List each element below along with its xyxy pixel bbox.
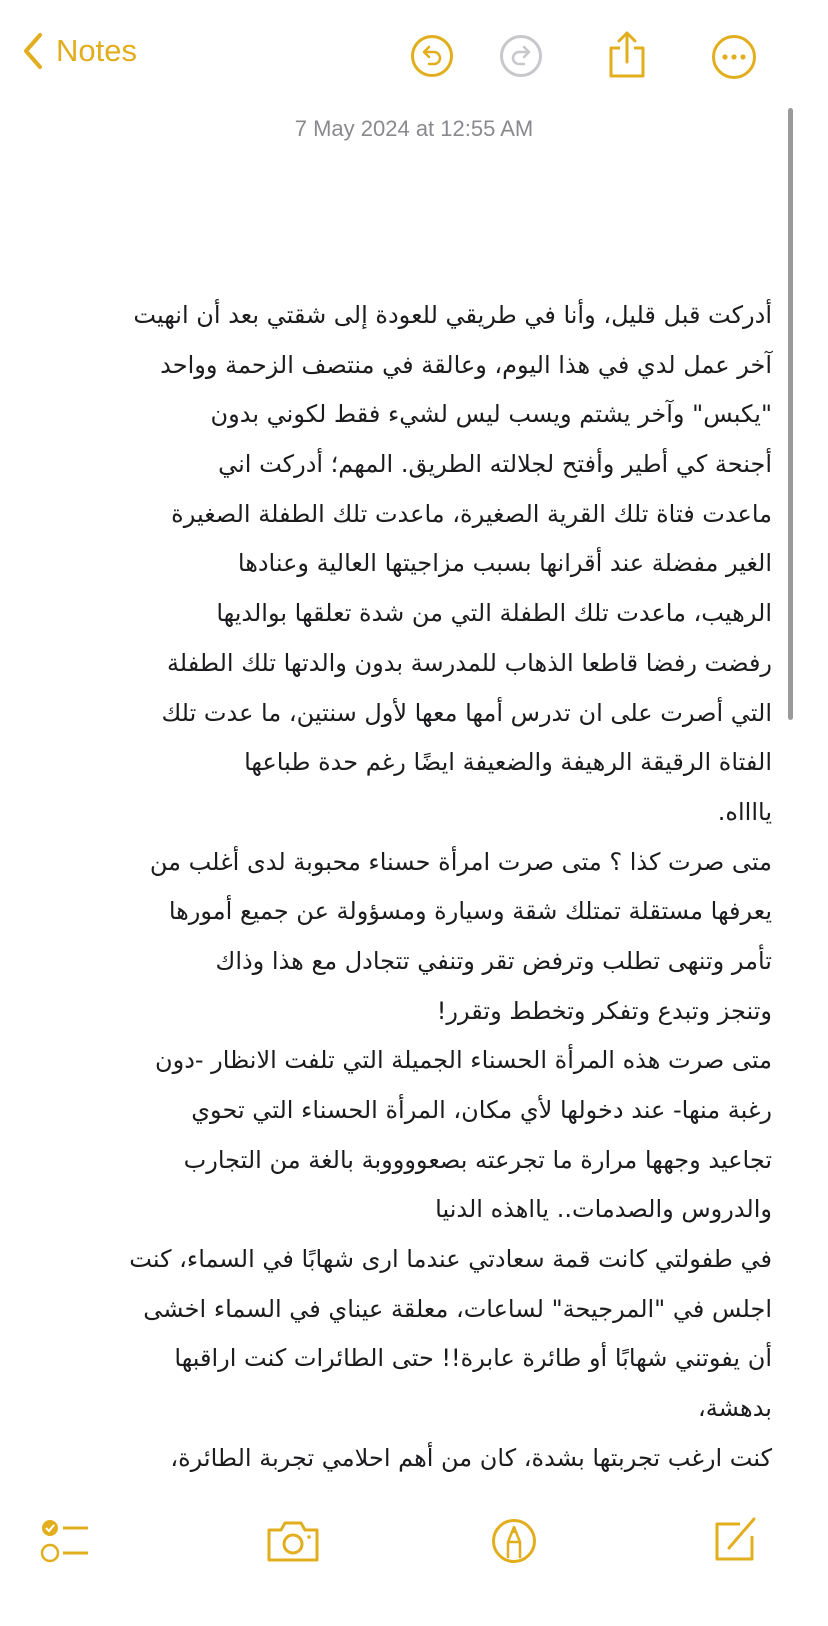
navigation-bar (0, 0, 828, 110)
note-line: الرهيب، ماعدت تلك الطفلة التي من شدة تعلقها بوالديها (216, 599, 772, 628)
note-line: متى صرت هذه المرأة الحسناء الجميلة التي تلفت الانظار -دون (154, 1046, 772, 1075)
note-line: اجلس في "المرجيحة" لساعات، معلقة عيناي في السماء اخشى (143, 1294, 772, 1323)
redo-icon[interactable] (499, 34, 543, 78)
note-line: ماعدت فتاة تلك القرية الصغيرة، ماعدت تلك الطفلة الصغيرة (171, 499, 772, 528)
share-icon[interactable] (606, 30, 648, 80)
note-line: رغبة منها- عند دخولها لأي مكان، المرأة الحسناء التي تحوي (191, 1096, 772, 1124)
note-body[interactable] (40, 291, 772, 1484)
note-line: رفضت رفضا قاطعا الذهاب للمدرسة بدون والدتها تلك الطفلة (166, 648, 772, 677)
chevron-left-icon (22, 32, 44, 70)
note-line: أن يفوتني شهابًا أو طائرة عابرة!! حتى الطائرات كنت اراقبها (174, 1344, 772, 1373)
scrollbar[interactable] (788, 108, 793, 720)
note-line: تأمر وتنهى تطلب وترفض تقر وتنفي تتجادل مع هذا وذاك (215, 946, 772, 975)
note-line: وتنجز وتبدع وتفكر وتخطط وتقرر! (436, 996, 772, 1025)
note-line: يعرفها مستقلة تمتلك شقة وسيارة ومسؤولة عن جميع أمورها (168, 897, 772, 926)
note-line: متى صرت كذا ؟ متى صرت امرأة حسناء محبوبة لدى أغلب من (149, 847, 772, 876)
note-line: في طفولتي كانت قمة سعادتي عندما ارى شهابًا في السماء، كنت (129, 1245, 772, 1274)
note-line: أجنحة كي أطير وأفتح لجلالته الطريق. المهم؛ أدركت اني (218, 450, 772, 479)
note-line: بدهشة، (698, 1394, 772, 1423)
note-date: 7 May 2024 at 12:55 AM (294, 116, 534, 141)
note-line: يااااه. (717, 797, 772, 826)
note-line: الفتاة الرقيقة الرهيفة والضعيفة ايضًا رغم حدة طباعها (244, 748, 772, 777)
back-label: Notes (56, 33, 137, 68)
more-icon[interactable] (711, 34, 757, 80)
note-line: كنت ارغب تجربتها بشدة، كان من أهم احلامي تجربة الطائرة، (170, 1443, 772, 1472)
markup-icon[interactable] (491, 1516, 537, 1566)
checklist-icon[interactable] (40, 1518, 92, 1564)
bottom-toolbar (0, 1500, 828, 1626)
note-line: أدركت قبل قليل، وأنا في طريقي للعودة إلى شقتي بعد أن انهيت (133, 301, 772, 329)
note-line: الغير مفضلة عند أقرانها بسبب مزاجيتها العالية وعنادها (237, 549, 772, 578)
camera-icon[interactable] (265, 1518, 321, 1564)
undo-icon[interactable] (410, 34, 454, 78)
note-line: التي أصرت على ان تدرس أمها معها لأول سنتين، ما عدت تلك (161, 698, 772, 727)
note-line: "يكبس" وآخر يشتم ويسب ليس لشيء فقط لكوني بدون (210, 400, 772, 429)
note-line: والدروس والصدمات.. يااهذه الدنيا (435, 1195, 772, 1224)
compose-icon[interactable] (712, 1514, 760, 1564)
note-line: تجاعيد وجهها مرارة ما تجرعته بصعووووبة بالغة من التجارب (183, 1145, 772, 1174)
note-line: آخر عمل لدي في هذا اليوم، وعالقة في منتصف الزحمة وواحد (160, 350, 772, 379)
back-button[interactable] (22, 32, 137, 70)
